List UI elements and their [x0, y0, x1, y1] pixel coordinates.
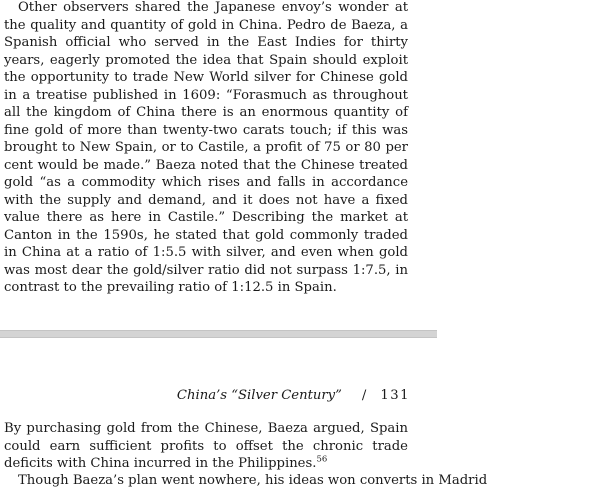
body-paragraph: Other observers shared the Japanese envoy’s wonder at the quality and quantity of gold in China. Pedro de Baeza, a Spanish official who served in the East Indies for thirty years, eagerly promoted the idea that Spain should exploit the opportunity to trade New World silver for Chinese gold in a treatise published in 1609: “Forasmuch as throughout all the kingdom of China there is an enormous quantity of fine gold of more than twenty-two carats touch; if this was brought to New Spain, or to Castile, a profit of 75 or 80 per cent would be made.” Baeza noted that the Chinese treated gold “as a commodity which rises and falls in accordance with the supply and demand, and it does not have a fixed value there as here in Castile.” Describing the market at Canton in the 1590s, he stated that gold commonly traded in China at a ratio of 1:5.5 with silver, and even when gold was most dear the gold/silver ratio did not surpass 1:7.5, in contrast to the prevailing ratio of 1:12.5 in Spain. [4, 0, 408, 295]
paragraph-text: By purchasing gold from the Chinese, Baeza argued, Spain could earn sufficient profits to offset the chronic trade deficits with China incurred in the Philippines. [4, 421, 408, 471]
page-number: 131 [380, 388, 410, 403]
running-header [0, 387, 410, 404]
body-paragraph-continued [4, 420, 408, 473]
page-separator-blank [437, 330, 600, 338]
running-header-separator: / [361, 388, 367, 403]
page-bottom [0, 338, 600, 488]
footnote-reference: 56 [316, 454, 328, 465]
running-header-title: China’s “Silver Century” [176, 388, 342, 403]
next-paragraph-text: Though Baeza’s plan went nowhere, his ideas won converts in Madrid [18, 473, 488, 488]
next-paragraph-partial [4, 472, 488, 488]
page-separator [0, 330, 437, 338]
